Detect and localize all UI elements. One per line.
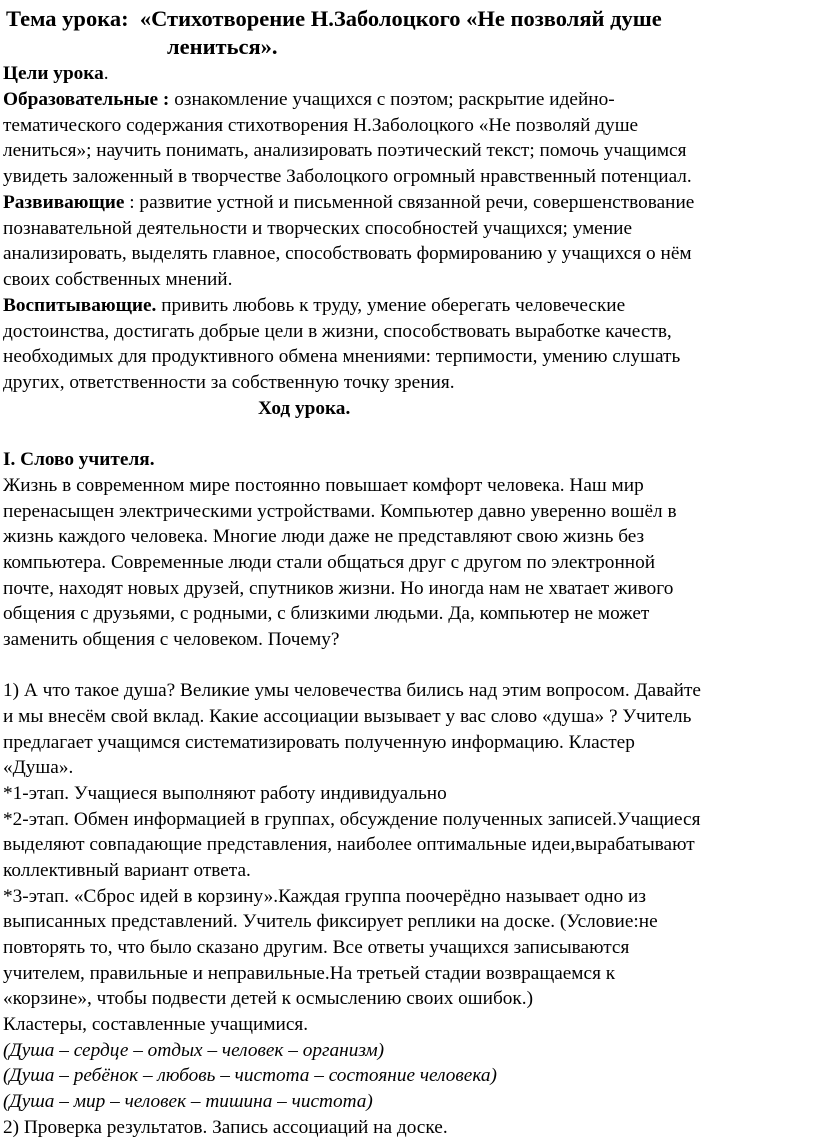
section1-line-2: перенасыщен электрическими устройствами. Компьютер давно уверенно вошёл в bbox=[3, 501, 677, 522]
section1-line-3: жизнь каждого человека. Многие люди даже не представляют свою жизнь без bbox=[3, 526, 645, 547]
part1-line-1: 1) А что такое душа? Великие умы человечества бились над этим вопросом. Давайте bbox=[3, 680, 701, 701]
upbringing-label: Воспитывающие. bbox=[3, 295, 157, 316]
upbringing-line-3: необходимых для продуктивного обмена мнениями: терпимости, умению слушать bbox=[3, 346, 681, 367]
cluster-2-text: (Душа – ребёнок – любовь – чистота – состояние человека) bbox=[3, 1065, 497, 1086]
part1-line-11: повторять то, что было сказано другим. Все ответы учащихся записываются bbox=[3, 937, 630, 958]
part2-line: 2) Проверка результатов. Запись ассоциаций на доске. bbox=[3, 1117, 448, 1138]
lesson-progress-heading: Ход урока. bbox=[258, 398, 351, 419]
educational-line-3: лениться»; научить понимать, анализировать поэтический текст; помочь учащимся bbox=[3, 140, 687, 161]
lesson-topic-line2: лениться». bbox=[167, 34, 278, 59]
cluster-1 bbox=[3, 1038, 384, 1064]
part1-line-7: выделяют совпадающие представления, наиболее оптимальные идеи,вырабатывают bbox=[3, 834, 695, 855]
part1-line-6: *2-этап. Обмен информацией в группах, обсуждение полученных записей.Учащиеся bbox=[3, 809, 701, 830]
part1-line-12: учителем, правильные и неправильные.На третьей стадии возвращаемся к bbox=[3, 963, 616, 984]
section1-line-1: Жизнь в современном мире постоянно повышает комфорт человека. Наш мир bbox=[3, 475, 644, 496]
part1-line-8: коллективный вариант ответа. bbox=[3, 860, 251, 881]
section1-line-6: общения с друзьями, с родными, с близкими людьми. Да, компьютер не может bbox=[3, 603, 650, 624]
part1-line-13: «корзине», чтобы подвести детей к осмыслению своих ошибок.) bbox=[3, 988, 534, 1009]
educational-line-1 bbox=[3, 87, 615, 113]
part1-line-9: *3-этап. «Сброс идей в корзину».Каждая группа поочерёдно называет одно из bbox=[3, 886, 646, 907]
part1-line-10: выписанных представлений. Учитель фиксирует реплики на доске. (Условие:не bbox=[3, 911, 658, 932]
cluster-3-text: (Душа – мир – человек – тишина – чистота) bbox=[3, 1091, 373, 1112]
section1-line-4: компьютера. Современные люди стали общаться друг с другом по электронной bbox=[3, 552, 656, 573]
upbringing-line-1 bbox=[3, 293, 625, 319]
lesson-topic-label: Тема урока: bbox=[6, 6, 129, 31]
part1-line-14: Кластеры, составленные учащимися. bbox=[3, 1014, 309, 1035]
section1-heading bbox=[3, 447, 155, 473]
upbringing-line-4: других, ответственности за собственную точку зрения. bbox=[3, 372, 455, 393]
developing-line-2: познавательной деятельности и творческих способностей учащихся; умение bbox=[3, 218, 633, 239]
goals-heading-line: Цели урока. bbox=[3, 63, 109, 84]
cluster-1-text: (Душа – сердце – отдых – человек – организм) bbox=[3, 1040, 385, 1061]
cluster-3 bbox=[3, 1089, 373, 1115]
educational-label: Образовательные : bbox=[3, 89, 170, 110]
developing-line-4: своих собственных мнений. bbox=[3, 269, 233, 290]
educational-line-2: тематического содержания стихотворения Н.Заболоцкого «Не позволяй душе bbox=[3, 115, 639, 136]
cluster-2 bbox=[3, 1063, 497, 1089]
part1-line-4: «Душа». bbox=[3, 757, 74, 778]
section1-line-7: заменить общения с человеком. Почему? bbox=[3, 629, 340, 650]
educational-text: ознакомление учащихся с поэтом; раскрытие идейно- bbox=[174, 89, 615, 110]
section1-heading-text: I. Слово учителя. bbox=[3, 449, 155, 470]
lesson-topic-text: «Стихотворение Н.Заболоцкого «Не позволяй душе bbox=[139, 6, 662, 31]
section1-line-5: почте, находят новых друзей, спутников жизни. Но иногда нам не хватает живого bbox=[3, 578, 674, 599]
developing-text: : развитие устной и письменной связанной речи, совершенствование bbox=[129, 192, 695, 213]
developing-line-3: анализировать, выделять главное, способствовать формированию у учащихся о нём bbox=[3, 243, 692, 264]
upbringing-line-2: достоинства, достигать добрые цели в жизни, способствовать выработке качеств, bbox=[3, 321, 672, 342]
goals-heading: Цели урока bbox=[3, 63, 104, 84]
part1-line-2: и мы внесём свой вклад. Какие ассоциации вызывает у вас слово «душа» ? Учитель bbox=[3, 706, 692, 727]
part1-line-5: *1-этап. Учащиеся выполняют работу индивидуально bbox=[3, 783, 447, 804]
upbringing-text: привить любовь к труду, умение оберегать человеческие bbox=[161, 295, 626, 316]
educational-line-4: увидеть заложенный в творчестве Заболоцкого огромный нравственный потенциал. bbox=[3, 166, 692, 187]
developing-label: Развивающие bbox=[3, 192, 125, 213]
lesson-topic-line1 bbox=[6, 6, 662, 32]
part1-line-3: предлагает учащимся систематизировать полученную информацию. Кластер bbox=[3, 732, 635, 753]
developing-line-1 bbox=[3, 190, 694, 216]
